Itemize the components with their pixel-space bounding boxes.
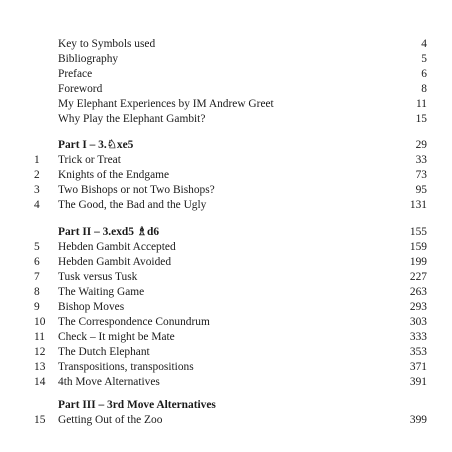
chapter-page: 227 [409, 271, 427, 283]
toc-entry[interactable] [0, 81, 452, 97]
chapter-entry[interactable] [0, 314, 452, 330]
entry-title: Preface [58, 68, 93, 80]
chapter-number: 4 [34, 199, 40, 211]
chapter-entry[interactable] [0, 329, 452, 345]
chapter-title: The Dutch Elephant [58, 346, 150, 358]
chapter-page: 263 [409, 286, 427, 298]
part-title: Part II – 3.exd5 ♗d6 [58, 226, 160, 238]
chapter-page: 73 [415, 169, 427, 181]
chapter-title: The Correspondence Conundrum [58, 316, 210, 328]
toc-entry[interactable] [0, 111, 452, 127]
toc-entry[interactable] [0, 36, 452, 52]
chapter-entry[interactable] [0, 269, 452, 285]
entry-title: My Elephant Experiences by IM Andrew Greet [58, 98, 274, 110]
chapter-number: 9 [34, 301, 40, 313]
chapter-title: Hebden Gambit Accepted [58, 241, 176, 253]
chapter-number: 10 [34, 316, 46, 328]
chapter-number: 8 [34, 286, 40, 298]
chapter-entry[interactable] [0, 152, 452, 168]
part-title: Part I – 3.♘xe5 [58, 139, 134, 151]
entry-title: Foreword [58, 83, 103, 95]
chapter-page: 95 [415, 184, 427, 196]
chapter-title: The Good, the Bad and the Ugly [58, 199, 207, 211]
chapter-number: 1 [34, 154, 40, 166]
chapter-page: 303 [409, 316, 427, 328]
part-heading[interactable] [0, 397, 452, 413]
entry-title: Key to Symbols used [58, 38, 156, 50]
entry-page: 8 [421, 83, 427, 95]
chapter-number: 13 [34, 361, 46, 373]
chapter-number: 15 [34, 414, 46, 426]
chapter-title: Hebden Gambit Avoided [58, 256, 172, 268]
part-title: Part III – 3rd Move Alternatives [58, 399, 216, 411]
chapter-title: Two Bishops or not Two Bishops? [58, 184, 215, 196]
chapter-number: 11 [34, 331, 45, 343]
chapter-title: Tusk versus Tusk [58, 271, 138, 283]
entry-page: 4 [421, 38, 427, 50]
chapter-entry[interactable] [0, 359, 452, 375]
entry-title: Why Play the Elephant Gambit? [58, 113, 206, 125]
toc-entry[interactable] [0, 66, 452, 82]
part-page: 29 [415, 139, 427, 151]
chapter-entry[interactable] [0, 167, 452, 183]
chapter-number: 12 [34, 346, 46, 358]
chapter-page: 333 [409, 331, 427, 343]
chapter-entry[interactable] [0, 299, 452, 315]
entry-page: 6 [421, 68, 427, 80]
chapter-entry[interactable] [0, 284, 452, 300]
chapter-title: Bishop Moves [58, 301, 125, 313]
chapter-page: 353 [409, 346, 427, 358]
chapter-title: The Waiting Game [58, 286, 145, 298]
chapter-entry[interactable] [0, 182, 452, 198]
part-heading[interactable] [0, 137, 452, 153]
toc-entry[interactable] [0, 96, 452, 112]
chapter-number: 14 [34, 376, 46, 388]
chapter-number: 6 [34, 256, 40, 268]
chapter-entry[interactable] [0, 412, 452, 428]
chapter-entry[interactable] [0, 374, 452, 390]
part-page: 155 [409, 226, 427, 238]
chapter-page: 293 [409, 301, 427, 313]
chapter-page: 131 [409, 199, 427, 211]
entry-page: 11 [416, 98, 427, 110]
chapter-number: 5 [34, 241, 40, 253]
chapter-entry[interactable] [0, 344, 452, 360]
chapter-entry[interactable] [0, 197, 452, 213]
chapter-page: 371 [409, 361, 427, 373]
chapter-title: Getting Out of the Zoo [58, 414, 163, 426]
chapter-page: 391 [409, 376, 427, 388]
entry-page: 15 [415, 113, 427, 125]
toc-entry[interactable] [0, 51, 452, 67]
chapter-page: 199 [409, 256, 427, 268]
chapter-number: 3 [34, 184, 40, 196]
chapter-entry[interactable] [0, 254, 452, 270]
entry-title: Bibliography [58, 53, 119, 65]
chapter-title: Transpositions, transpositions [58, 361, 194, 373]
part-heading[interactable] [0, 224, 452, 240]
chapter-entry[interactable] [0, 239, 452, 255]
chapter-page: 399 [409, 414, 427, 426]
chapter-title: 4th Move Alternatives [58, 376, 160, 388]
chapter-page: 33 [415, 154, 427, 166]
chapter-number: 7 [34, 271, 40, 283]
chapter-title: Trick or Treat [58, 154, 121, 166]
chapter-title: Check – It might be Mate [58, 331, 175, 343]
entry-page: 5 [421, 53, 427, 65]
chapter-number: 2 [34, 169, 40, 181]
chapter-page: 159 [409, 241, 427, 253]
chapter-title: Knights of the Endgame [58, 169, 170, 181]
